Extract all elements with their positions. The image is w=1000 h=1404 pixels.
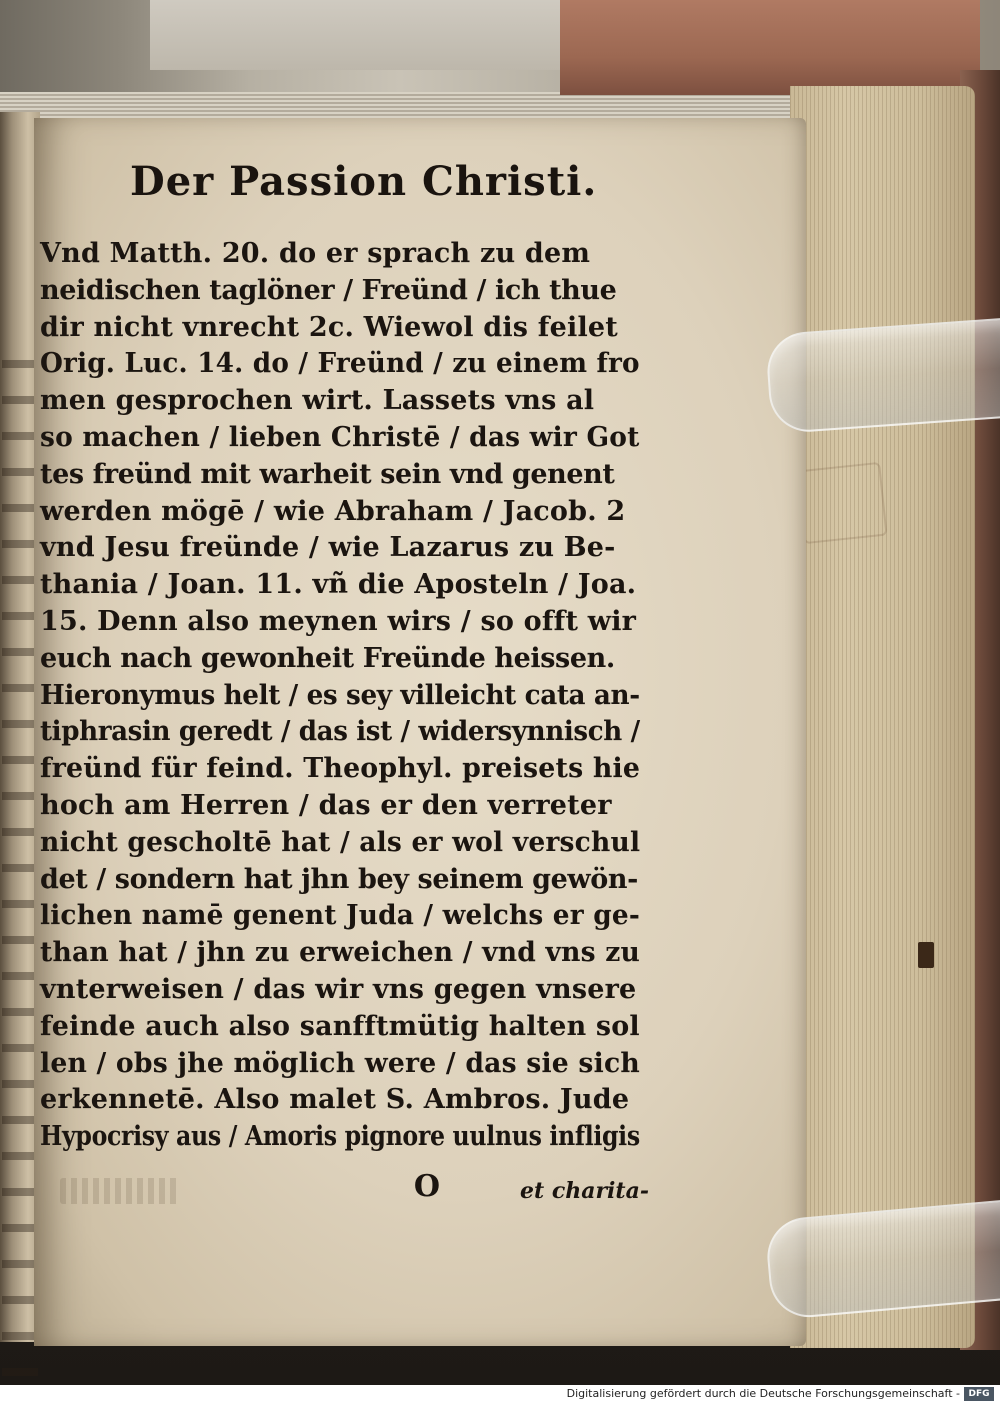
binding-cap xyxy=(150,0,560,70)
footer-bar xyxy=(0,1385,1000,1404)
text-line: nicht gescholtē hat / als er wol verschul xyxy=(40,826,641,858)
text-line: euch nach gewonheit Freünde heissen. xyxy=(40,642,615,674)
text-line: Orig. Luc. 14. do / Freünd / zu einem fro xyxy=(40,348,640,380)
page-marker xyxy=(918,942,934,968)
text-line: lichen namē genent Juda / welchs er ge- xyxy=(40,900,640,932)
facing-page-text xyxy=(2,342,38,1382)
text-line: thania / Joan. 11. vñ die Aposteln / Joa. xyxy=(40,569,637,601)
text-line: freünd für feind. Theophyl. preisets hie xyxy=(40,753,641,785)
page-fore-edge xyxy=(790,86,975,1348)
signature-mark: O xyxy=(413,1169,441,1204)
text-line: vnterweisen / das wir vns gegen vnsere xyxy=(40,973,637,1005)
text-line: Hypocrisy aus / Amoris pignore uulnus infligis xyxy=(40,1121,640,1153)
funding-credit: Digitalisierung gefördert durch die Deutsche Forschungsgemeinschaft - xyxy=(566,1387,960,1400)
page-clamp-bottom xyxy=(764,1200,1000,1321)
text-line: neidischen taglöner / Freünd / ich thue xyxy=(40,274,617,306)
page-text xyxy=(40,236,640,1156)
text-line: 15. Denn also meynen wirs / so offt wir xyxy=(40,605,637,637)
text-line: men gesprochen wirt. Lassets vns al xyxy=(40,385,595,417)
cover-corner xyxy=(560,0,980,95)
ink-offset-mark xyxy=(60,1178,180,1204)
text-line: Vnd Matth. 20. do er sprach zu dem xyxy=(40,238,591,269)
running-title: Der Passion Christi. xyxy=(130,158,598,205)
text-line: erkennetē. Also malet S. Ambros. Jude xyxy=(40,1084,630,1116)
page-clamp-top xyxy=(765,318,1000,435)
text-line: werden mögē / wie Abraham / Jacob. 2 xyxy=(40,495,626,527)
text-line: tiphrasin geredt / das ist / widersynnisch / xyxy=(40,716,640,748)
text-line: dir nicht vnrecht 2c. Wiewol dis feilet xyxy=(40,311,618,343)
text-line: feinde auch also sanfftmütig halten sol xyxy=(40,1010,640,1042)
text-line: tes freünd mit warheit sein vnd genent xyxy=(40,458,615,490)
text-line: len / obs jhe möglich were / das sie sich xyxy=(40,1047,640,1079)
text-line: than hat / jhn zu erweichen / vnd vns zu xyxy=(40,937,641,969)
dfg-logo: DFG xyxy=(964,1387,994,1401)
text-line: vnd Jesu freünde / wie Lazarus zu Be- xyxy=(40,532,616,564)
text-line: so machen / lieben Christē / das wir Got xyxy=(40,421,640,453)
text-line: hoch am Herren / das er den verreter xyxy=(40,789,612,821)
text-line: det / sondern hat jhn bey seinem gewön- xyxy=(40,863,638,895)
text-line: Hieronymus helt / es sey villeicht cata an- xyxy=(40,679,640,711)
catchword: et charita- xyxy=(520,1178,649,1204)
